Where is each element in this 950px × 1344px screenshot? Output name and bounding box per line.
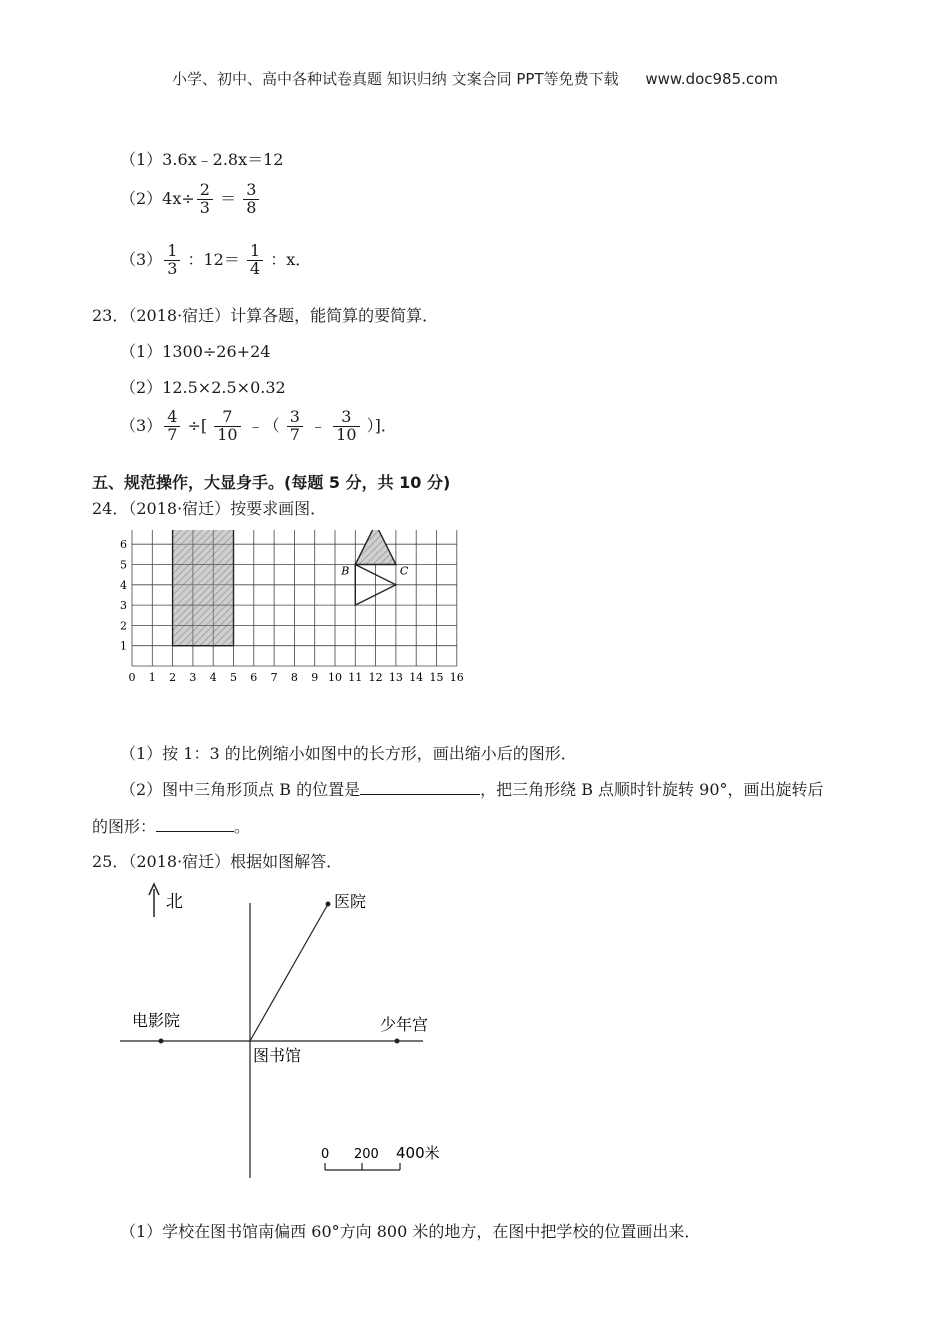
q24-item1: （1）按 1：3 的比例缩小如图中的长方形，画出缩小后的图形． (120, 744, 577, 763)
q24-item2-cont (92, 814, 250, 837)
page-header (0, 68, 950, 89)
section-title: 五、规范操作，大显身手。(每题 5 分，共 10 分) (92, 473, 451, 492)
numerator: 2 (197, 182, 213, 200)
grid-shapes (173, 530, 396, 646)
x-tick-label: 4 (209, 671, 217, 684)
q23-item3 (120, 409, 397, 444)
fraction (287, 409, 303, 444)
library-label: 图书馆 (253, 1046, 302, 1065)
vertex-c-label: C (399, 564, 409, 578)
scale-label: 0 (321, 1147, 330, 1162)
x-tick-label: 12 (368, 671, 383, 684)
q24-item2-text-a: （2）图中三角形顶点 B 的位置是 (120, 780, 361, 799)
x-tick-label: 10 (328, 671, 342, 684)
denominator: 3 (199, 197, 210, 217)
header-text: 小学、初中、高中各种试卷真题 知识归纳 文案合同 PPT等免费下载 (172, 70, 619, 88)
youth-palace-label: 少年宫 (380, 1015, 429, 1034)
q24-item2-end: 。 (234, 817, 251, 836)
q24-item2 (120, 777, 824, 800)
x-tick-label: 8 (290, 671, 298, 684)
q22-item2-prefix: （2）4x÷ (120, 188, 195, 208)
cinema-point (159, 1039, 164, 1044)
denominator: 8 (246, 197, 257, 217)
q24-item2-text-c: 的图形： (92, 817, 157, 836)
ratio-suffix: ：x． (270, 249, 312, 269)
y-tick-label: 1 (120, 639, 127, 653)
north-label: 北 (166, 892, 183, 912)
x-tick-label: 6 (250, 671, 258, 684)
q22-item3 (120, 243, 311, 278)
fraction (333, 409, 359, 444)
fraction (243, 182, 259, 217)
x-tick-label: 15 (429, 671, 444, 684)
y-tick-label: 4 (120, 578, 127, 592)
answer-blank[interactable] (156, 815, 234, 832)
y-tick-label: 5 (120, 558, 127, 572)
q23-stem: 23．（2018·宿迁）计算各题，能简算的要简算． (92, 306, 439, 325)
x-tick-label: 14 (409, 671, 424, 684)
y-tick-label: 3 (120, 599, 127, 613)
scale-label: 200 (354, 1147, 379, 1162)
numerator: 3 (333, 409, 359, 427)
grid-figure (110, 530, 480, 705)
x-tick-label: 5 (230, 671, 237, 684)
x-tick-label: 13 (388, 671, 403, 684)
denominator: 3 (167, 258, 178, 278)
y-tick-label: 6 (120, 538, 127, 552)
fraction (164, 243, 180, 278)
denominator: 10 (336, 424, 357, 444)
expression-suffix: ）]． (366, 415, 397, 435)
numerator: 7 (214, 409, 240, 427)
ratio-middle: ：12＝ (187, 249, 240, 269)
operator: ﹣ (310, 415, 327, 435)
x-tick-label: 1 (148, 671, 156, 684)
vertex-b-label: B (341, 564, 350, 578)
x-tick-label: 2 (169, 671, 177, 684)
numerator: 3 (243, 182, 259, 200)
q23-item1: （1）1300÷26+24 (120, 342, 271, 361)
numerator: 4 (164, 409, 180, 427)
q25-stem: 25．（2018·宿迁）根据如图解答． (92, 852, 343, 871)
q22-item3-prefix: （3） (120, 249, 163, 269)
equals-sign: ＝ (220, 188, 237, 208)
fraction (197, 182, 213, 217)
q24-item2-text-b: ，把三角形绕 B 点顺时针旋转 90°，画出旋转后 (480, 780, 824, 799)
shaded-rectangle (173, 530, 234, 646)
answer-blank[interactable] (360, 778, 480, 795)
x-tick-label: 7 (270, 671, 278, 684)
cinema-label: 电影院 (132, 1011, 181, 1030)
denominator: 4 (249, 258, 261, 278)
q23-item2: （2）12.5×2.5×0.32 (120, 378, 286, 397)
x-tick-label: 0 (128, 671, 136, 684)
x-tick-label: 16 (449, 671, 464, 684)
x-tick-label: 9 (311, 671, 319, 684)
youth-palace-point (395, 1039, 400, 1044)
map-figure (110, 875, 455, 1185)
operator: ÷[ (187, 415, 208, 435)
y-tick-label (120, 530, 127, 531)
denominator: 7 (167, 424, 178, 444)
x-tick-label: 11 (348, 671, 363, 684)
y-tick-label: 2 (120, 619, 127, 633)
header-url: www.doc985.com (645, 70, 778, 88)
q23-item3-prefix: （3） (120, 415, 163, 435)
q22-item1: （1）3.6x﹣2.8x＝12 (120, 150, 284, 169)
denominator: 7 (289, 424, 300, 444)
numerator: 3 (287, 409, 303, 427)
q24-stem: 24．（2018·宿迁）按要求画图． (92, 499, 327, 518)
denominator: 10 (217, 424, 238, 444)
hospital-label: 医院 (334, 892, 367, 911)
numerator: 1 (164, 243, 180, 261)
x-tick-label: 3 (189, 671, 197, 684)
operator: ﹣（ (247, 415, 280, 435)
hospital-point (326, 902, 331, 907)
scale-label: 400米 (396, 1144, 440, 1162)
fraction (247, 243, 263, 278)
fraction (214, 409, 240, 444)
fraction (164, 409, 180, 444)
grid-labels (120, 530, 464, 684)
triangle-abc (355, 530, 396, 565)
numerator: 1 (247, 243, 263, 261)
q25-item1: （1）学校在图书馆南偏西 60°方向 800 米的地方，在图中把学校的位置画出来． (120, 1222, 701, 1241)
q22-item2 (120, 182, 261, 217)
hospital-ray (250, 904, 328, 1041)
